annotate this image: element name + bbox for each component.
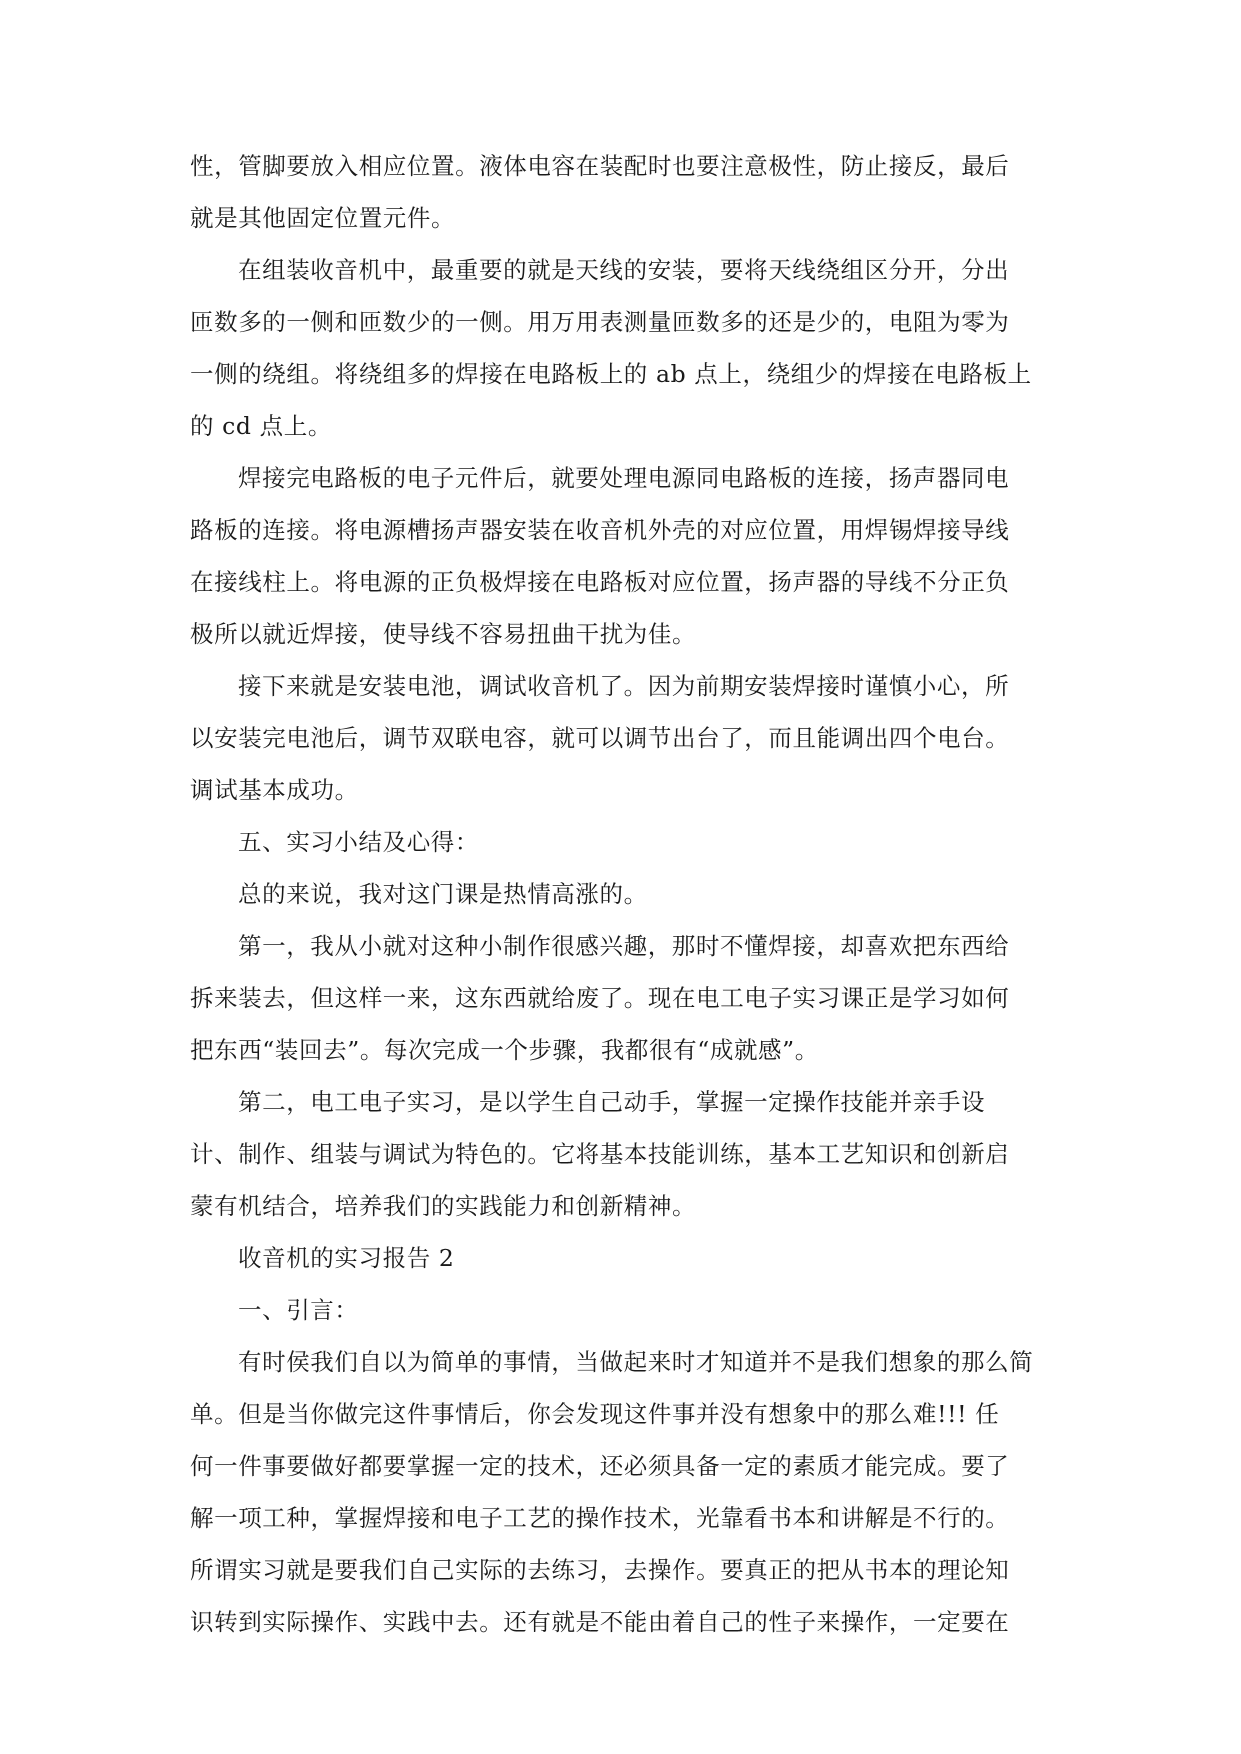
text-line: 极所以就近焊接，使导线不容易扭曲干扰为佳。 [190,620,697,648]
text-line: 何一件事要做好都要掌握一定的技术，还必须具备一定的素质才能完成。要了 [190,1452,1010,1480]
text-line: 识转到实际操作、实践中去。还有就是不能由着自己的性子来操作，一定要在 [190,1608,1010,1636]
section-heading: 一、引言： [238,1296,359,1324]
text-line: 计、制作、组装与调试为特色的。它将基本技能训练，基本工艺知识和创新启 [190,1140,1010,1168]
paragraph-start-line: 有时侯我们自以为简单的事情，当做起来时才知道并不是我们想象的那么简 [238,1348,1034,1376]
text-line: 路板的连接。将电源槽扬声器安装在收音机外壳的对应位置，用焊锡焊接导线 [190,516,1010,544]
text-line: 拆来装去，但这样一来，这东西就给废了。现在电工电子实习课正是学习如何 [190,984,1010,1012]
report-title: 收音机的实习报告 2 [238,1244,455,1272]
paragraph-start-line: 接下来就是安装电池，调试收音机了。因为前期安装焊接时谨慎小心，所 [238,672,1010,700]
text-line: 匝数多的一侧和匝数少的一侧。用万用表测量匝数多的还是少的，电阻为零为 [190,308,1010,336]
text-line: 的 cd 点上。 [190,412,332,440]
text-line: 在接线柱上。将电源的正负极焊接在电路板对应位置，扬声器的导线不分正负 [190,568,1010,596]
text-line: 性，管脚要放入相应位置。液体电容在装配时也要注意极性，防止接反，最后 [190,152,1010,180]
text-line: 一侧的绕组。将绕组多的焊接在电路板上的 ab 点上，绕组少的焊接在电路板上 [190,360,1032,388]
body-text [190,140,1060,1648]
paragraph-start-line: 第二，电工电子实习，是以学生自己动手，掌握一定操作技能并亲手设 [238,1088,986,1116]
paragraph-start-line: 在组装收音机中，最重要的就是天线的安装，要将天线绕组区分开，分出 [238,256,1010,284]
paragraph-start-line: 焊接完电路板的电子元件后，就要处理电源同电路板的连接，扬声器同电 [238,464,1010,492]
text-line: 单。但是当你做完这件事情后，你会发现这件事并没有想象中的那么难!!! 任 [190,1400,1000,1428]
text-line: 调试基本成功。 [190,776,359,804]
text-line: 解一项工种，掌握焊接和电子工艺的操作技术，光靠看书本和讲解是不行的。 [190,1504,1010,1532]
paragraph-start-line: 第一，我从小就对这种小制作很感兴趣，那时不懂焊接，却喜欢把东西给 [238,932,1010,960]
text-line: 就是其他固定位置元件。 [190,204,456,232]
text-line: 以安装完电池后，调节双联电容，就可以调节出台了，而且能调出四个电台。 [190,724,1010,752]
text-line: 所谓实习就是要我们自己实际的去练习，去操作。要真正的把从书本的理论知 [190,1556,1010,1584]
paragraph-start-line: 总的来说，我对这门课是热情高涨的。 [238,880,648,908]
text-line: 蒙有机结合，培养我们的实践能力和创新精神。 [190,1192,697,1220]
section-heading: 五、实习小结及心得： [238,828,479,856]
text-line: 把东西“装回去”。每次完成一个步骤，我都很有“成就感”。 [190,1036,819,1064]
